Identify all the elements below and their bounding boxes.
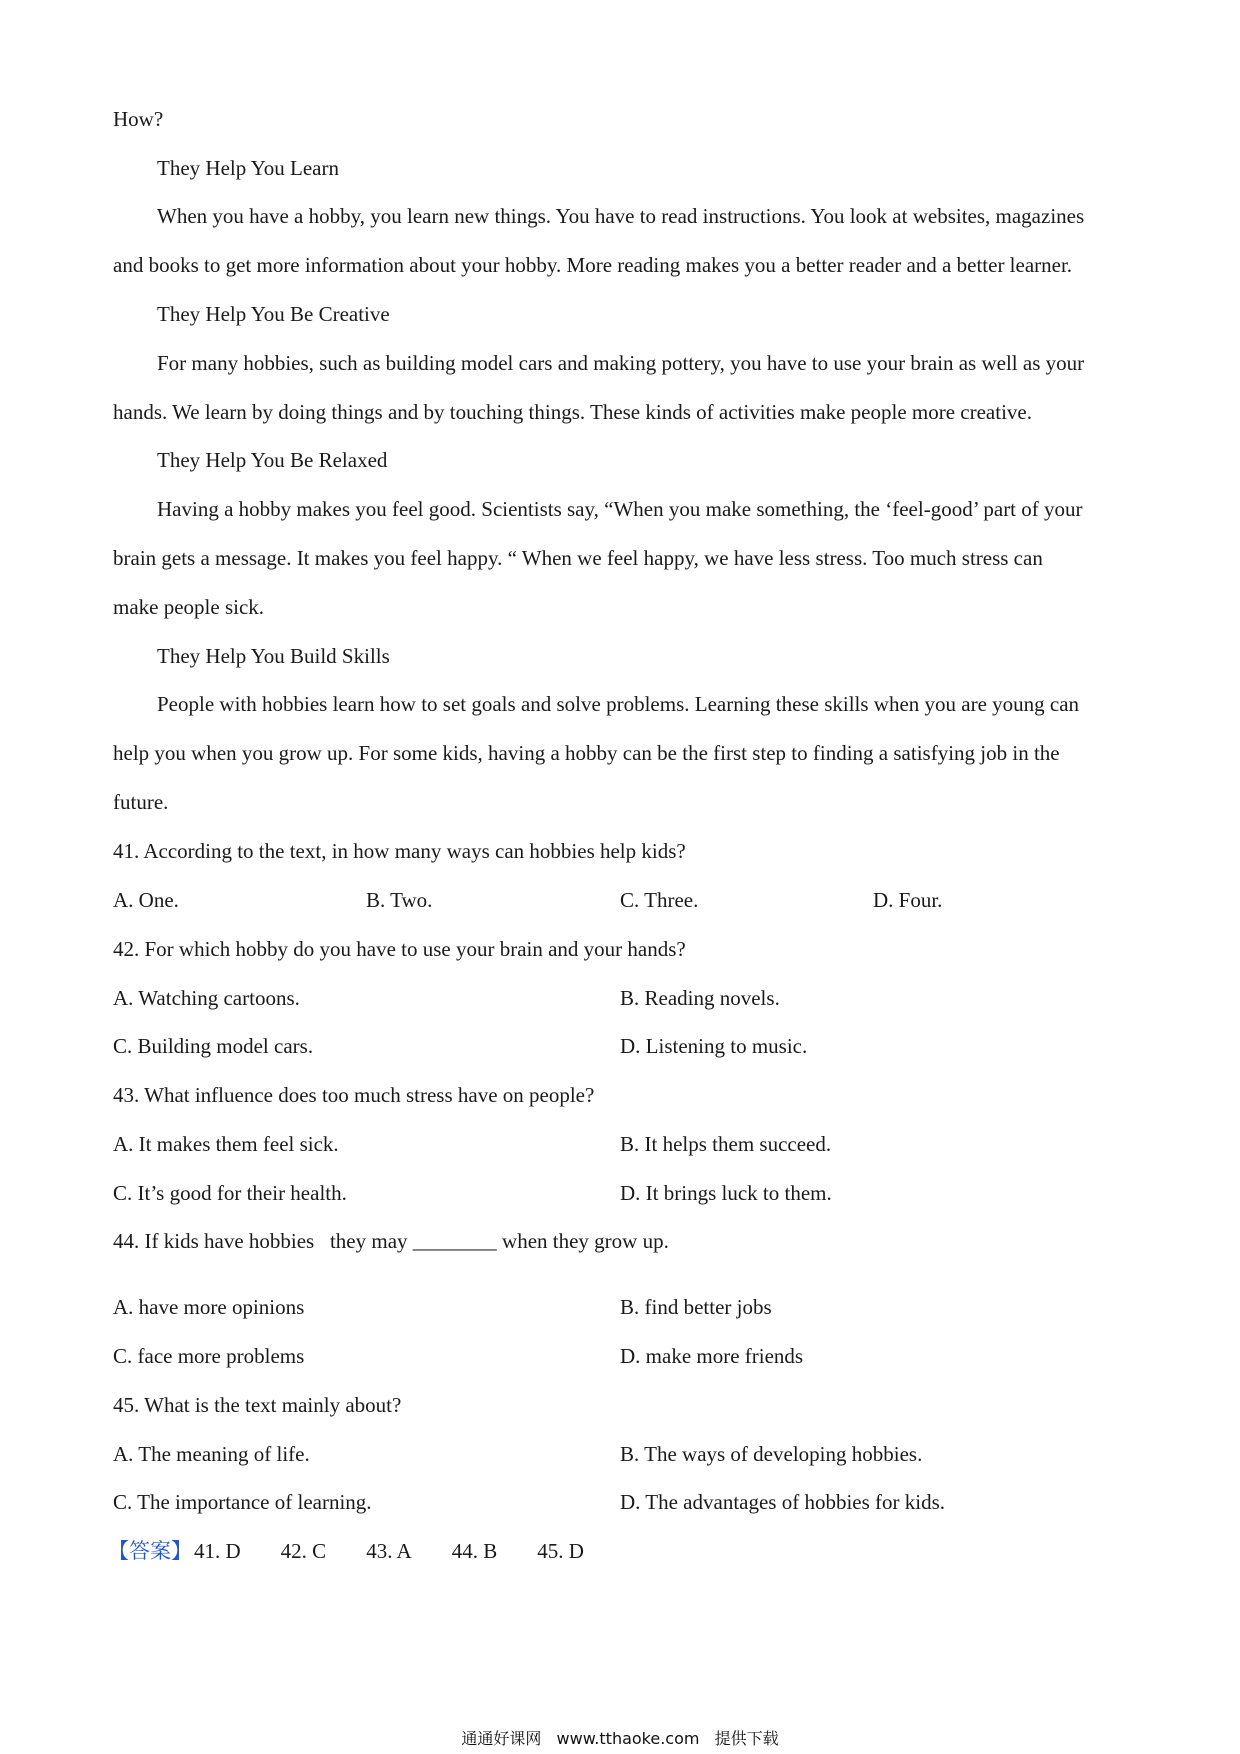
option-a: A. The meaning of life. — [113, 1442, 310, 1466]
option-d: D. Four. — [873, 888, 943, 912]
option-a: A. It makes them feel sick. — [113, 1132, 339, 1156]
option-c: C. face more problems — [113, 1344, 305, 1368]
paragraph-line: future. — [113, 790, 169, 814]
option-b: B. Reading novels. — [620, 986, 780, 1010]
question-stem: 45. What is the text mainly about? — [113, 1393, 402, 1417]
question-stem: 42. For which hobby do you have to use your brain and your hands? — [113, 937, 686, 961]
paragraph-line: Having a hobby makes you feel good. Scientists say, “When you make something, the ‘feel-good’ part of your — [157, 497, 1083, 521]
answer-item: 42. C — [280, 1539, 327, 1563]
question-stem: 43. What influence does too much stress have on people? — [113, 1083, 595, 1107]
answer-item: 41. D — [194, 1539, 241, 1563]
answer-item: 44. B — [451, 1539, 498, 1563]
answer-item: 43. A — [366, 1539, 412, 1563]
option-b: B. find better jobs — [620, 1295, 772, 1319]
option-d: D. make more friends — [620, 1344, 804, 1368]
paragraph-line: and books to get more information about your hobby. More reading makes you a better reader and a better learner. — [113, 253, 1073, 277]
option-b: B. The ways of developing hobbies. — [620, 1442, 923, 1466]
option-d: D. The advantages of hobbies for kids. — [620, 1490, 946, 1514]
paragraph-line: help you when you grow up. For some kids, having a hobby can be the first step to finding a satisfying job in the — [113, 741, 1060, 765]
page-footer — [0, 1729, 1240, 1749]
option-d: D. Listening to music. — [620, 1034, 808, 1058]
option-c: C. Building model cars. — [113, 1034, 314, 1058]
option-c: C. The importance of learning. — [113, 1490, 372, 1514]
section-heading: They Help You Build Skills — [157, 644, 390, 668]
footer-note: 提供下载 — [714, 1729, 779, 1748]
section-heading: They Help You Be Relaxed — [157, 448, 388, 472]
answer-key — [108, 1537, 584, 1565]
option-d: D. It brings luck to them. — [620, 1181, 832, 1205]
option-c: C. Three. — [620, 888, 699, 912]
footer-site-name: 通通好课网 — [461, 1729, 542, 1748]
paragraph-line: People with hobbies learn how to set goals and solve problems. Learning these skills when you are young can — [157, 692, 1080, 716]
option-b: B. Two. — [366, 888, 433, 912]
answer-item: 45. D — [537, 1539, 584, 1563]
paragraph-line: When you have a hobby, you learn new things. You have to read instructions. You look at websites, magazines — [157, 204, 1085, 228]
option-c: C. It’s good for their health. — [113, 1181, 347, 1205]
option-a: A. One. — [113, 888, 179, 912]
option-a: A. Watching cartoons. — [113, 986, 300, 1010]
question-stem: 44. If kids have hobbies they may ________ when they grow up. — [113, 1229, 669, 1253]
passage-opening: How? — [113, 107, 164, 131]
answer-label: 【答案】 — [108, 1539, 192, 1563]
section-heading: They Help You Learn — [157, 156, 339, 180]
footer-url: www.tthaoke.com — [556, 1729, 700, 1748]
section-heading: They Help You Be Creative — [157, 302, 390, 326]
paragraph-line: make people sick. — [113, 595, 265, 619]
option-a: A. have more opinions — [113, 1295, 305, 1319]
paragraph-line: For many hobbies, such as building model cars and making pottery, you have to use your brain as well as your — [157, 351, 1085, 375]
paragraph-line: hands. We learn by doing things and by touching things. These kinds of activities make people more creative. — [113, 400, 1032, 424]
paragraph-line: brain gets a message. It makes you feel happy. “ When we feel happy, we have less stress. Too much stress can — [113, 546, 1043, 570]
option-b: B. It helps them succeed. — [620, 1132, 832, 1156]
question-stem: 41. According to the text, in how many ways can hobbies help kids? — [113, 839, 686, 863]
